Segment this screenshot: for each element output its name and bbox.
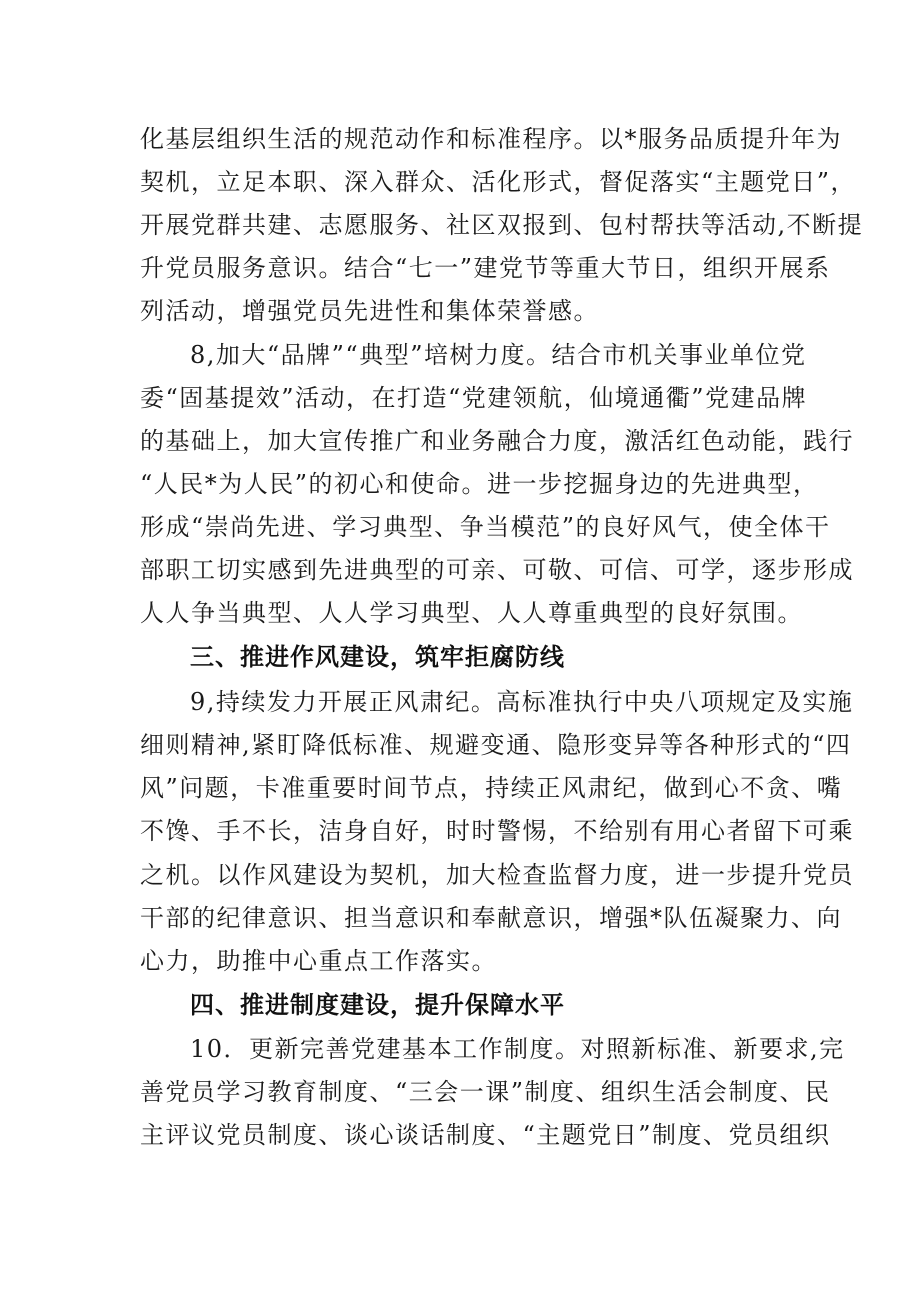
text-line: 形成“崇尚先进、学习典型、争当模范”的良好风气，使全体干 <box>140 513 831 541</box>
text-line: 8,加大“品牌”“典型”培树力度。结合市机关事业单位党 <box>190 341 807 369</box>
text-line: 之机。以作风建设为契机，加大检查监督力度，进一步提升党员 <box>140 861 854 889</box>
text-line: 善党员学习教育制度、“三会一课”制度、组织生活会制度、民 <box>140 1078 831 1106</box>
text-line: 主评议党员制度、谈心谈话制度、“主题党日”制度、党员组织 <box>140 1121 831 1149</box>
text-line: 人人争当典型、人人学习典型、人人尊重典型的良好氛围。 <box>140 599 803 627</box>
section-heading: 三、推进作风建设，筑牢拒腐防线 <box>190 643 565 671</box>
text-line: 细则精神,紧盯降低标准、规避变通、隐形变异等各种形式的“四 <box>140 731 852 759</box>
text-line: 部职工切实感到先进典型的可亲、可敬、可信、可学，逐步形成 <box>140 556 854 584</box>
text-line: 升党员服务意识。结合“七一”建党节等重大节日，组织开展系 <box>140 254 831 282</box>
text-line: 10．更新完善党建基本工作制度。对照新标准、新要求,完 <box>190 1035 845 1063</box>
text-line: 风”问题，卡准重要时间节点，持续正风肃纪，做到心不贪、嘴 <box>140 774 843 802</box>
text-line: 9,持续发力开展正风肃纪。高标准执行中央八项规定及实施 <box>190 688 854 716</box>
text-line: 开展党群共建、志愿服务、社区双报到、包村帮扶等活动,不断提 <box>140 211 864 239</box>
text-line: “人民*为人民”的初心和使命。进一步挖掘身边的先进典型， <box>140 470 819 498</box>
text-line: 契机，立足本职、深入群众、活化形式，督促落实“主题党日”， <box>140 168 857 196</box>
text-line: 不馋、手不长，洁身自好，时时警惕，不给别有用心者留下可乘 <box>140 817 854 845</box>
text-line: 心力，助推中心重点工作落实。 <box>140 947 497 975</box>
text-line: 化基层组织生活的规范动作和标准程序。以*服务品质提升年为 <box>140 125 842 153</box>
section-heading: 四、推进制度建设，提升保障水平 <box>190 991 565 1019</box>
text-line: 的基础上，加大宣传推广和业务融合力度，激活红色动能，践行 <box>140 427 854 455</box>
text-line: 列活动，增强党员先进性和集体荣誉感。 <box>140 297 599 325</box>
text-line: 干部的纪律意识、担当意识和奉献意识，增强*队伍凝聚力、向 <box>140 904 842 932</box>
text-line: 委“固基提效”活动，在打造“党建领航，仙境通衢”党建品牌 <box>140 384 808 412</box>
